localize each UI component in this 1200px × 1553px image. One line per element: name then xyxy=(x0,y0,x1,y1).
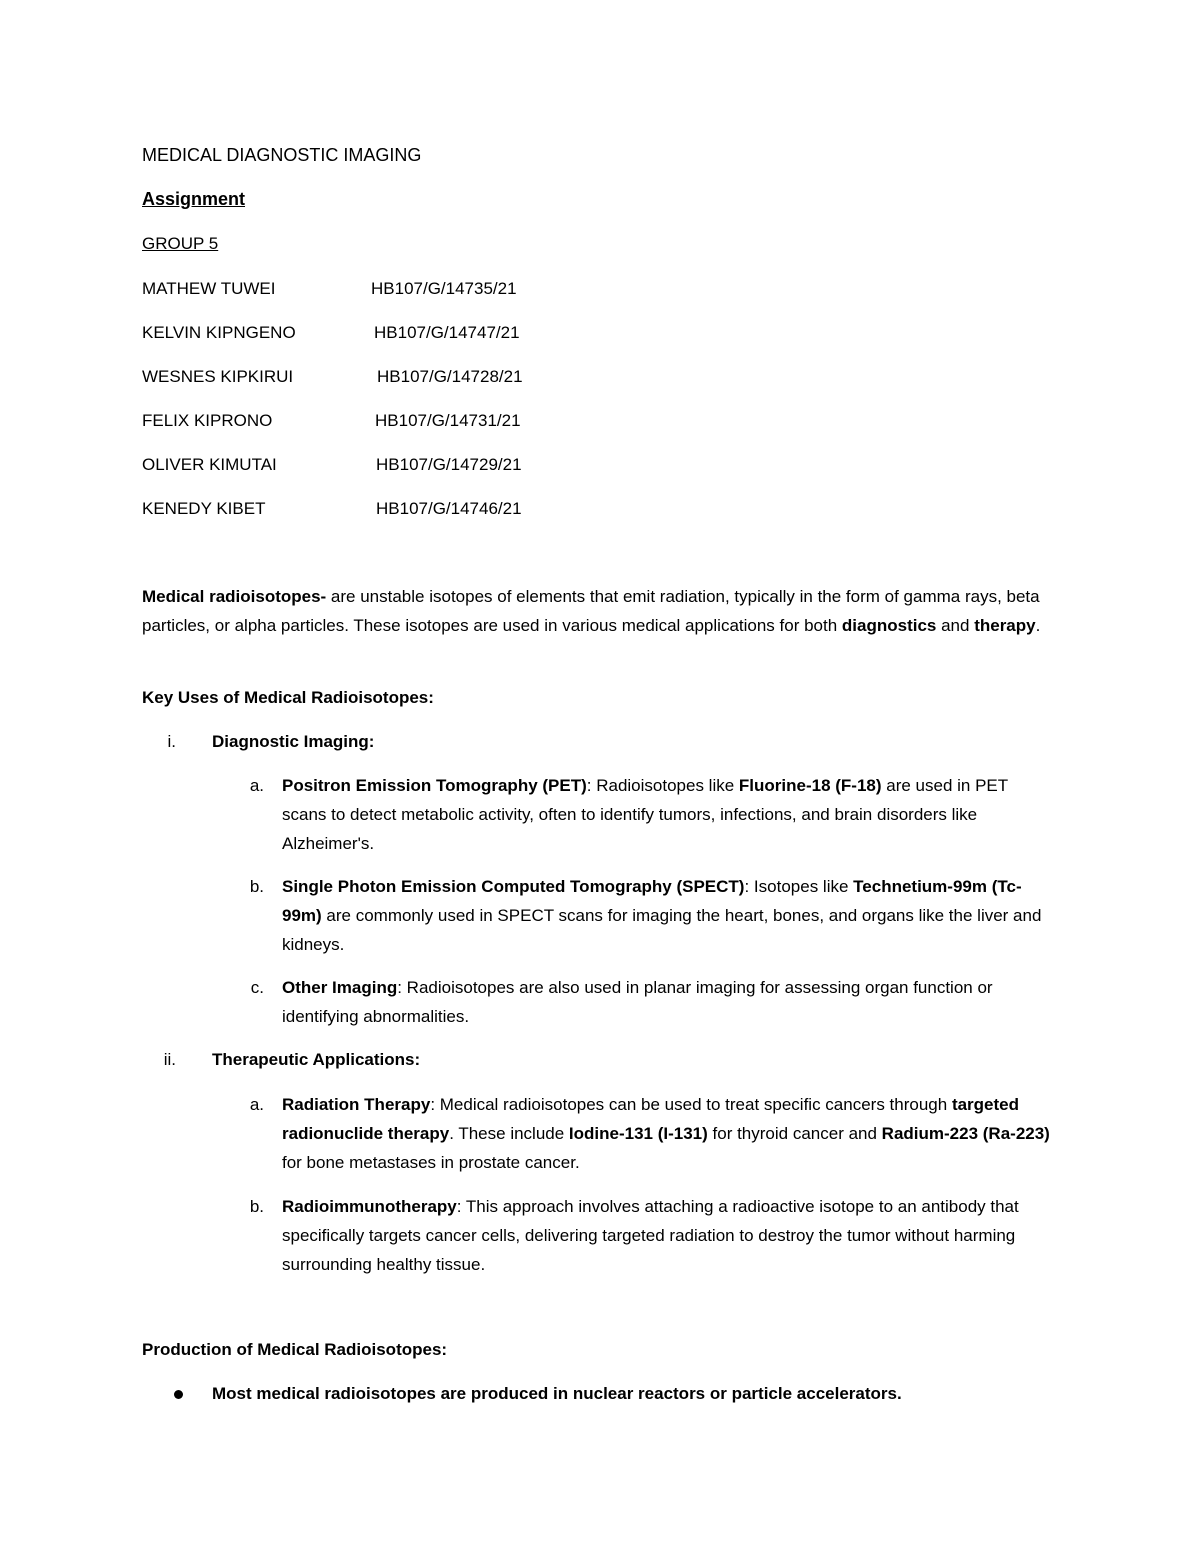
list-item-spect xyxy=(282,872,1057,959)
member-id: HB107/G/14747/21 xyxy=(374,323,520,342)
list-item-radioimmunotherapy xyxy=(282,1192,1072,1279)
text-run: : Medical radioisotopes can be used to treat specific cancers through xyxy=(430,1095,952,1114)
list-marker: a. xyxy=(249,1095,264,1114)
document-subtitle: Assignment xyxy=(142,189,246,209)
list-marker: b. xyxy=(249,877,264,896)
text-run: : Radioisotopes like xyxy=(586,776,739,795)
member-name: KELVIN KIPNGENO xyxy=(142,323,296,342)
intro-bold-diagnostics: diagnostics xyxy=(841,616,937,635)
bold-run: Radium-223 (Ra-223) xyxy=(881,1124,1050,1143)
member-id: HB107/G/14735/21 xyxy=(371,279,517,298)
key-uses-heading: Key Uses of Medical Radioisotopes: xyxy=(142,688,434,707)
member-name: WESNES KIPKIRUI xyxy=(142,367,294,386)
text-run: are used in PET scans to detect metabolic activity, often to identify tumors, infections, and brain disorders like Alzheimer's. xyxy=(282,776,1008,853)
member-id: HB107/G/14729/21 xyxy=(376,455,522,474)
intro-text: are unstable isotopes of elements that emit radiation, typically in the form of gamma rays, beta particles, or alpha particles. These isotopes are used in various medical applications for both xyxy=(142,587,1040,635)
text-run: for bone metastases in prostate cancer. xyxy=(282,1153,580,1172)
section-heading: Therapeutic Applications: xyxy=(212,1050,421,1069)
text-run: : Radioisotopes are also used in planar imaging for assessing organ function or identifying abnormalities. xyxy=(282,978,993,1026)
bold-run: Radioimmunotherapy xyxy=(282,1197,457,1216)
section-marker: i. xyxy=(167,732,176,751)
intro-text: and xyxy=(936,616,975,635)
section-marker: ii. xyxy=(163,1050,176,1069)
bold-run: Positron Emission Tomography (PET) xyxy=(282,776,587,795)
text-run: : This approach involves attaching a radioactive isotope to an antibody that specifically targets cancer cells, delivering targeted radiation to destroy the tumor without harming surrounding healthy tissue. xyxy=(282,1197,1019,1274)
intro-text: . xyxy=(1035,616,1041,635)
production-bullet-text: Most medical radioisotopes are produced in nuclear reactors or particle accelerators. xyxy=(212,1384,902,1403)
member-id: HB107/G/14746/21 xyxy=(376,499,522,518)
text-run: are commonly used in SPECT scans for imaging the heart, bones, and organs like the liver and kidneys. xyxy=(282,906,1042,954)
list-marker: b. xyxy=(249,1197,264,1216)
bold-run: Single Photon Emission Computed Tomography (SPECT) xyxy=(282,877,745,896)
bold-run: Technetium-99m (Tc-99m) xyxy=(282,877,1022,925)
list-marker: c. xyxy=(250,978,264,997)
member-name: FELIX KIPRONO xyxy=(142,411,273,430)
intro-bold-therapy: therapy xyxy=(974,616,1036,635)
text-run: : Isotopes like xyxy=(744,877,854,896)
member-name: MATHEW TUWEI xyxy=(142,279,276,298)
list-item-pet xyxy=(282,771,1052,858)
list-item-radiation-therapy xyxy=(282,1090,1057,1177)
production-heading: Production of Medical Radioisotopes: xyxy=(142,1340,448,1359)
bold-run: Fluorine-18 (F-18) xyxy=(738,776,882,795)
bold-run: Radiation Therapy xyxy=(282,1095,431,1114)
intro-paragraph xyxy=(142,582,1042,640)
list-item-other-imaging xyxy=(282,973,1022,1031)
list-marker: a. xyxy=(249,776,264,795)
intro-term: Medical radioisotopes- xyxy=(142,587,327,606)
section-heading: Diagnostic Imaging: xyxy=(212,732,375,751)
member-name: KENEDY KIBET xyxy=(142,499,266,518)
text-run: . These include xyxy=(449,1124,569,1143)
text-run: for thyroid cancer and xyxy=(707,1124,882,1143)
bullet-icon xyxy=(174,1390,183,1399)
member-id: HB107/G/14728/21 xyxy=(377,367,523,386)
group-label: GROUP 5 xyxy=(142,234,219,253)
bold-run: Iodine-131 (I-131) xyxy=(568,1124,708,1143)
member-name: OLIVER KIMUTAI xyxy=(142,455,277,474)
bold-run: Other Imaging xyxy=(282,978,398,997)
document-title: MEDICAL DIAGNOSTIC IMAGING xyxy=(142,145,422,165)
bold-run: targeted radionuclide therapy xyxy=(282,1095,1020,1143)
member-id: HB107/G/14731/21 xyxy=(375,411,521,430)
